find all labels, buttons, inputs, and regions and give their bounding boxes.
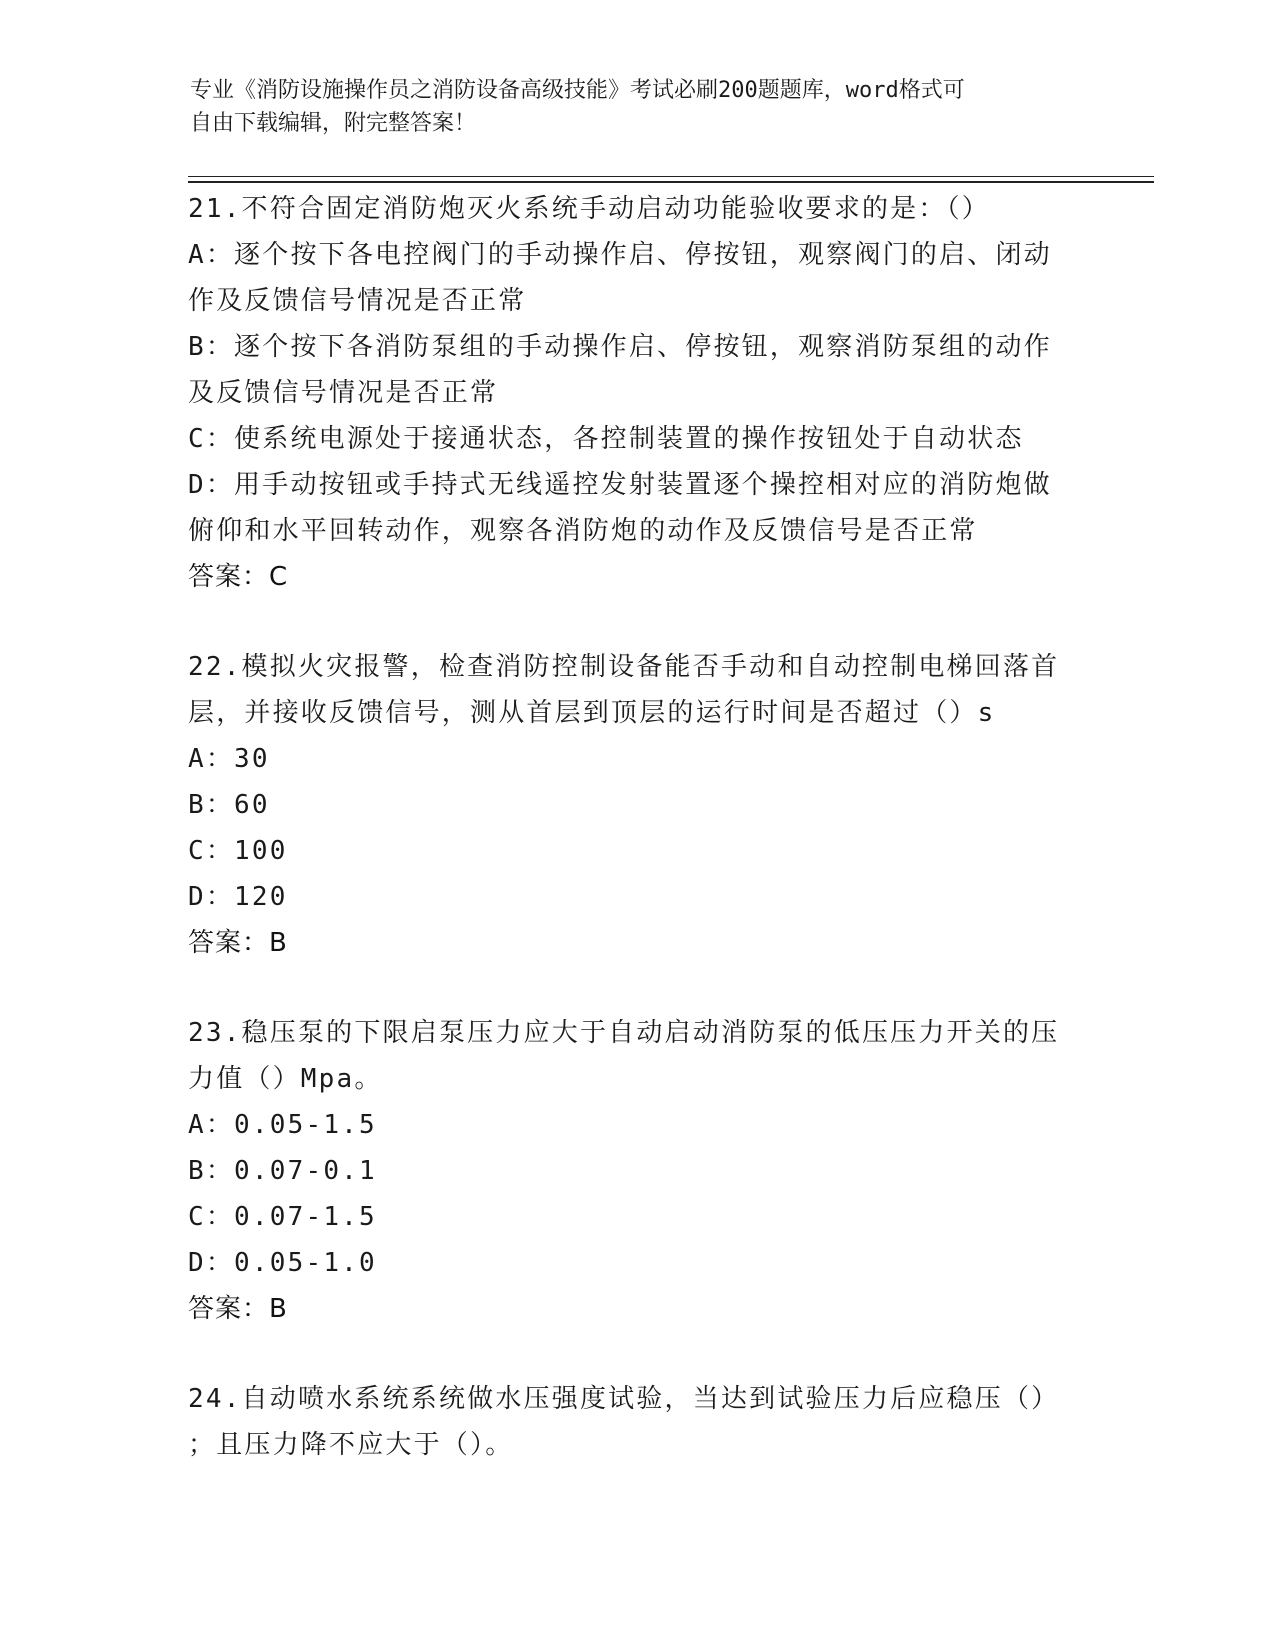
question-stem-line: 21.不符合固定消防炮灭火系统手动启动功能验收要求的是：（） (188, 194, 990, 224)
option-line: B：60 (188, 790, 270, 820)
option-line: D：用手动按钮或手持式无线遥控发射装置逐个操控相对应的消防炮做 (188, 470, 1052, 500)
question-list (188, 186, 1088, 1512)
answer-value: B (269, 1294, 287, 1324)
option-line: D：0.05-1.0 (188, 1248, 377, 1278)
question-block (188, 186, 1088, 600)
question-stem-line: 23.稳压泵的下限启泵压力应大于自动启动消防泵的低压压力开关的压 (188, 1018, 1060, 1048)
option-line: D：120 (188, 882, 288, 912)
answer-label: 答案： (188, 1294, 270, 1324)
option-line: C：0.07-1.5 (188, 1202, 377, 1232)
document-header (190, 74, 1090, 140)
option-line: 作及反馈信号情况是否正常 (188, 286, 527, 316)
header-line-1: 专业《消防设施操作员之消防设备高级技能》考试必刷200题题库，word格式可 (190, 78, 965, 103)
question-stem-line: 层，并接收反馈信号，测从首层到顶层的运行时间是否超过（）s (188, 698, 996, 728)
question-block (188, 1010, 1088, 1332)
option-line: 俯仰和水平回转动作，观察各消防炮的动作及反馈信号是否正常 (188, 516, 978, 546)
question-stem-line: 24.自动喷水系统系统做水压强度试验，当达到试验压力后应稳压（） (188, 1384, 1060, 1414)
question-block (188, 1376, 1088, 1468)
header-divider-thin (188, 176, 1154, 177)
header-line-2: 自由下载编辑，附完整答案！ (190, 111, 477, 136)
question-stem-line: 力值（）Mpa。 (188, 1064, 383, 1094)
option-line: C：使系统电源处于接通状态，各控制装置的操作按钮处于自动状态 (188, 424, 1024, 454)
header-divider-thick (188, 181, 1154, 183)
option-line: B：逐个按下各消防泵组的手动操作启、停按钮，观察消防泵组的动作 (188, 332, 1052, 362)
option-line: C：100 (188, 836, 288, 866)
question-stem-line: 22.模拟火灾报警，检查消防控制设备能否手动和自动控制电梯回落首 (188, 652, 1060, 682)
option-line: 及反馈信号情况是否正常 (188, 378, 499, 408)
question-stem-line: ；且压力降不应大于（）。 (188, 1430, 514, 1460)
answer-line (188, 1286, 1088, 1332)
question-block (188, 644, 1088, 966)
answer-label: 答案： (188, 562, 270, 592)
answer-line (188, 554, 1088, 600)
answer-label: 答案： (188, 928, 270, 958)
option-line: A：0.05-1.5 (188, 1110, 377, 1140)
answer-value: B (269, 928, 287, 958)
answer-line (188, 920, 1088, 966)
option-line: B：0.07-0.1 (188, 1156, 377, 1186)
option-line: A：30 (188, 744, 270, 774)
option-line: A：逐个按下各电控阀门的手动操作启、停按钮，观察阀门的启、闭动 (188, 240, 1052, 270)
answer-value: C (269, 562, 288, 592)
